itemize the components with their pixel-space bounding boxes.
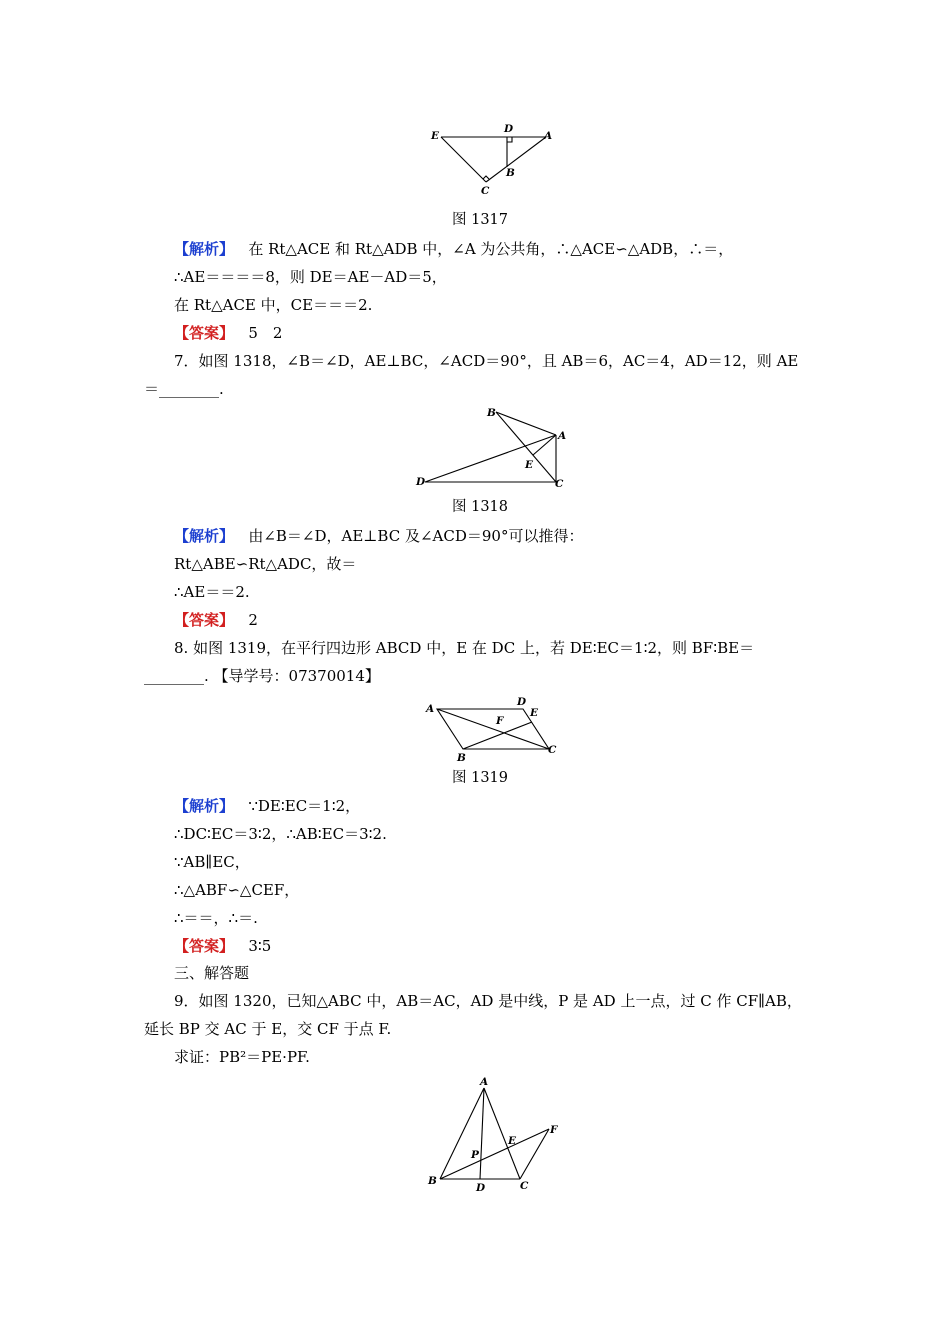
analysis-line: 【解析】 在 Rt△ACE 和 Rt△ADB 中，∠A 为公共角，∴△ACE∽△ADB，∴＝， [174, 240, 734, 258]
answer-tag: 【答案】 [174, 324, 235, 342]
label-C: C [520, 1180, 529, 1192]
label-B: B [506, 167, 515, 179]
label-C: C [555, 478, 564, 490]
answer-line: 【答案】 3∶5 [174, 937, 272, 955]
section-heading: 三、解答题 [174, 964, 250, 982]
figure-1318 [410, 402, 580, 494]
label-E: E [431, 130, 440, 142]
label-E: E [530, 707, 539, 719]
analysis-line: ∴AE＝＝＝＝8，则 DE＝AE－AD＝5， [174, 268, 447, 286]
label-B: B [428, 1175, 437, 1187]
question-stem: 7．如图 1318，∠B＝∠D，AE⊥BC，∠ACD＝90°，且 AB＝6，AC＝4，AD＝12，则 AE [174, 352, 799, 370]
label-B: B [487, 407, 496, 419]
label-D: D [476, 1182, 486, 1194]
analysis-tag: 【解析】 [174, 797, 235, 815]
label-F: F [496, 715, 504, 727]
label-F: F [550, 1124, 558, 1136]
segment-CF [520, 1129, 549, 1179]
question-stem: ________. 【导学号：07370014】 [144, 667, 380, 685]
label-C: C [481, 185, 490, 197]
label-A: A [558, 430, 567, 442]
segment-AE [533, 435, 556, 455]
right-angle-mark-D [507, 137, 512, 142]
label-D: D [517, 696, 527, 708]
question-stem: ＝________. [144, 380, 224, 398]
answer-line: 【答案】 5 2 [174, 324, 283, 342]
prove-statement: 求证：PB²＝PE·PF. [174, 1048, 310, 1066]
figure-caption-1317: 图 1317 [452, 212, 509, 228]
label-E: E [508, 1135, 517, 1147]
question-stem: 8. 如图 1319，在平行四边形 ABCD 中，E 在 DC 上，若 DE∶EC＝1∶2，则 BF∶BE＝ [174, 639, 755, 657]
label-A: A [544, 130, 553, 142]
label-B: B [457, 752, 466, 764]
answer-tag: 【答案】 [174, 937, 235, 955]
analysis-line: ∴△ABF∽△CEF， [174, 881, 300, 899]
analysis-line: ∴DC∶EC＝3∶2，∴AB∶EC＝3∶2. [174, 825, 387, 843]
analysis-line: 【解析】 由∠B＝∠D，AE⊥BC 及∠ACD＝90°可以推得： [174, 527, 584, 545]
figure-1319 [420, 695, 570, 765]
analysis-tag: 【解析】 [174, 527, 235, 545]
label-A: A [426, 703, 435, 715]
segment-CA [486, 137, 546, 182]
right-angle-mark-C [483, 176, 489, 179]
segment-BF [440, 1129, 549, 1179]
figure-1320 [420, 1070, 570, 1200]
answer-tag: 【答案】 [174, 611, 235, 629]
label-D: D [504, 123, 514, 135]
segment-AC [484, 1088, 520, 1179]
question-stem: 9．如图 1320，已知△ABC 中，AB＝AC，AD 是中线，P 是 AD 上一点，过 C 作 CF∥AB， [174, 992, 802, 1010]
label-E: E [525, 459, 534, 471]
analysis-line: 【解析】 ∵DE∶EC＝1∶2， [174, 797, 361, 815]
figure-caption-1319: 图 1319 [452, 770, 509, 786]
label-C: C [548, 744, 557, 756]
segment-EC [441, 137, 486, 182]
label-A: A [480, 1076, 489, 1088]
label-D: D [416, 476, 426, 488]
question-stem: 延长 BP 交 AC 于 E，交 CF 于点 F. [144, 1020, 392, 1038]
segment-BC [496, 412, 556, 482]
answer-line: 【答案】 2 [174, 611, 258, 629]
segment-AB [440, 1088, 484, 1179]
figure-1317 [420, 120, 560, 200]
figure-caption-1318: 图 1318 [452, 499, 509, 515]
analysis-line: ∴AE＝＝2. [174, 583, 250, 601]
analysis-line: Rt△ABE∽Rt△ADC，故＝ [174, 555, 357, 573]
analysis-line: ∴＝＝，∴＝. [174, 909, 258, 927]
analysis-tag: 【解析】 [174, 240, 235, 258]
analysis-line: 在 Rt△ACE 中，CE＝＝＝2. [174, 296, 373, 314]
segment-BA [496, 412, 556, 435]
label-P: P [471, 1149, 479, 1161]
segment-AD [480, 1088, 484, 1179]
analysis-line: ∵AB∥EC， [174, 853, 250, 871]
